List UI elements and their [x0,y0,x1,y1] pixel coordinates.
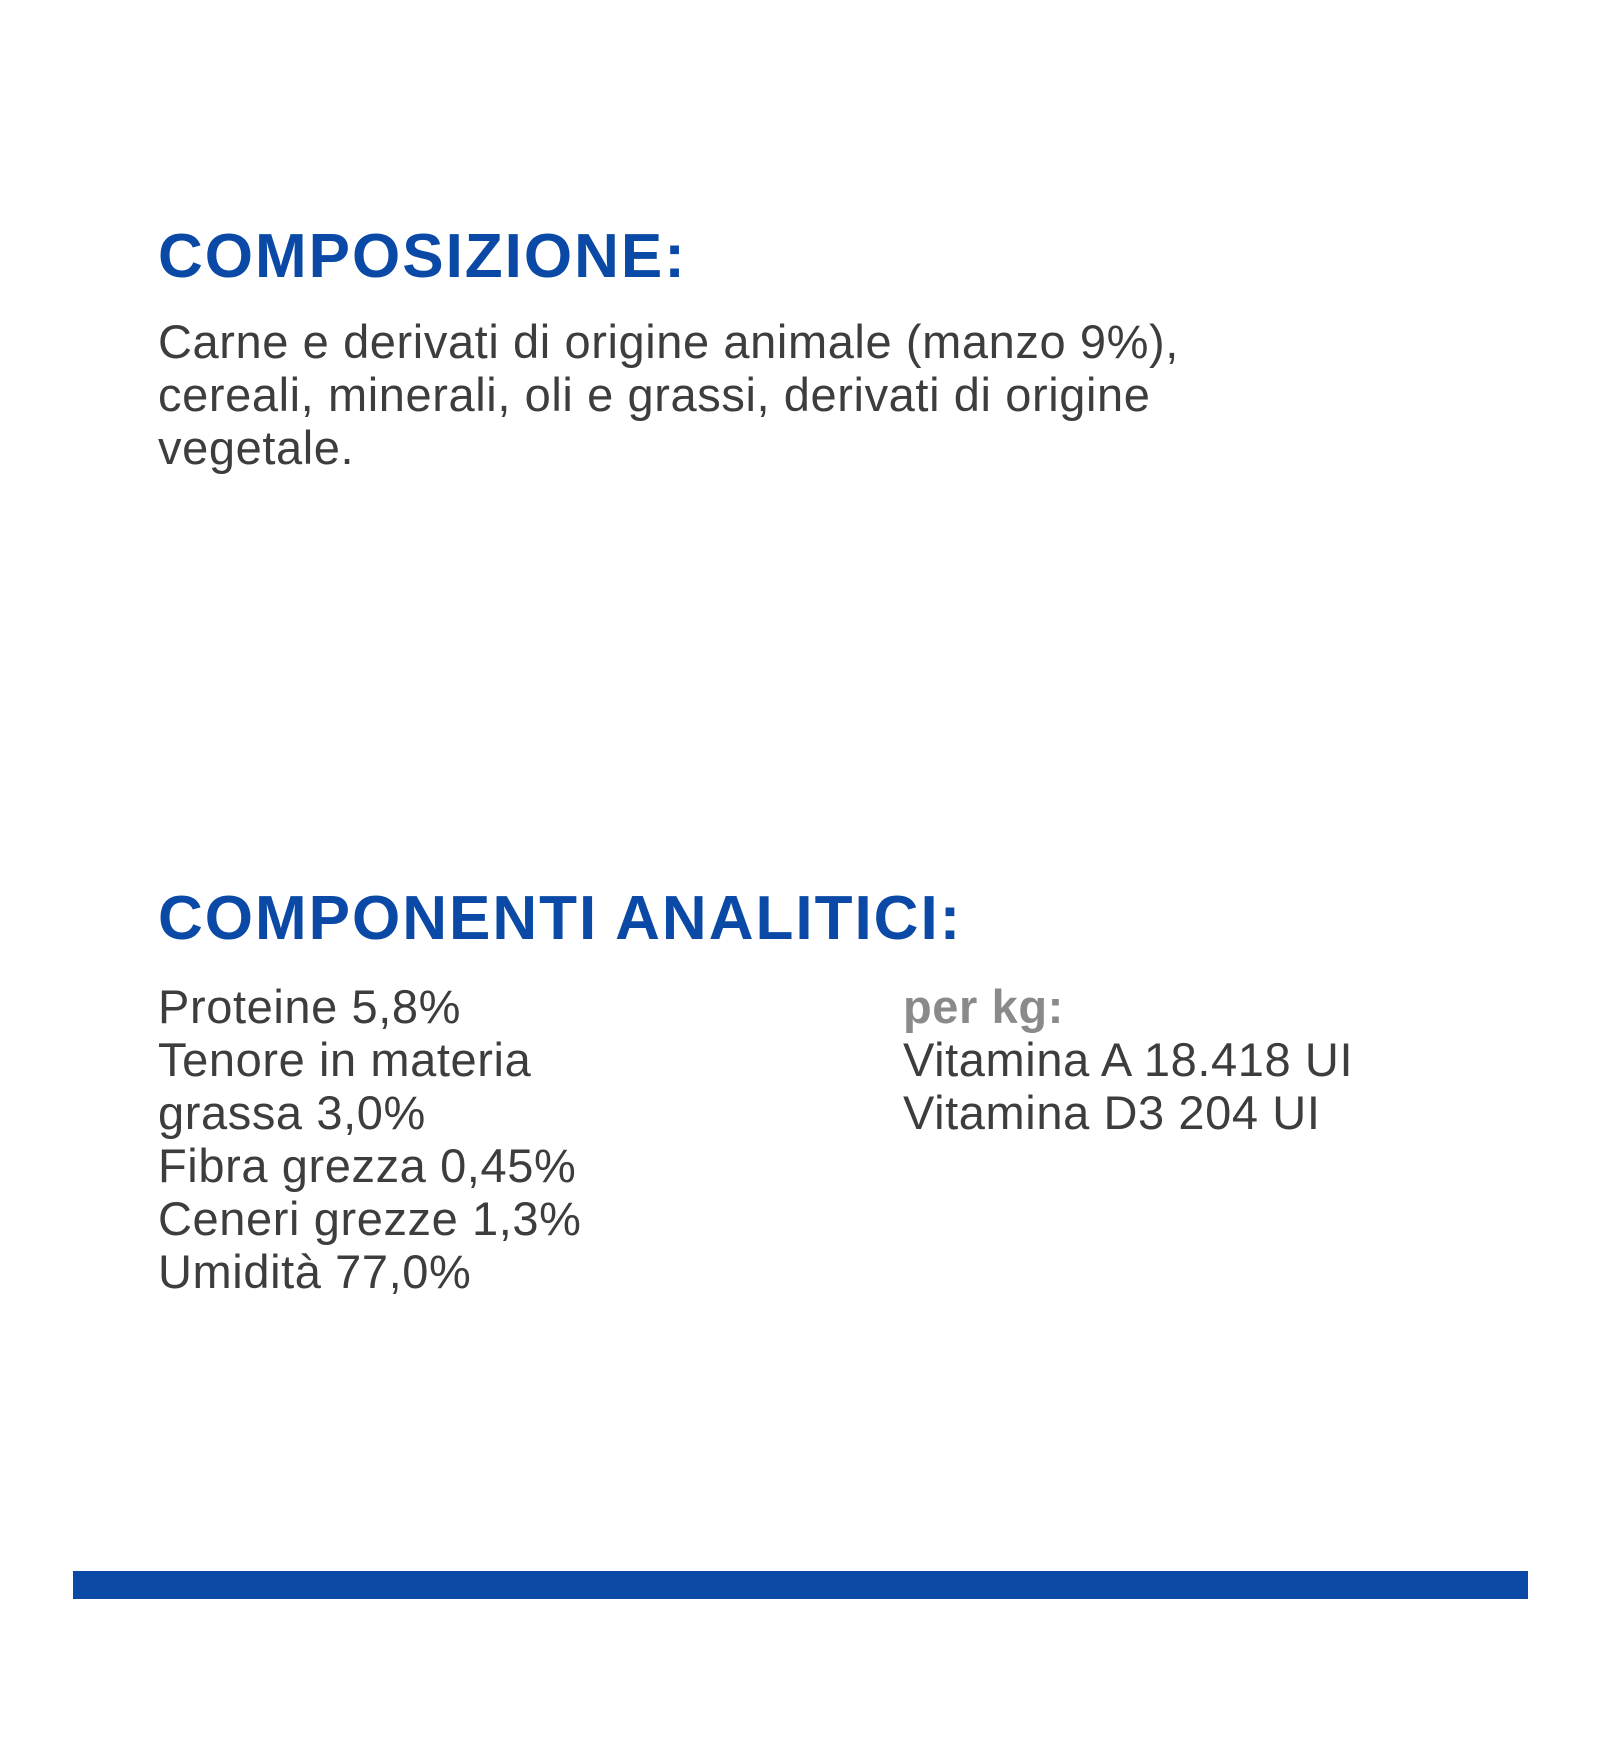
analytics-line: Ceneri grezze 1,3% [158,1192,582,1245]
analytics-heading: COMPONENTI ANALITICI: [158,884,963,953]
analytics-line: Fibra grezza 0,45% [158,1139,577,1192]
analytics-line: grassa 3,0% [158,1086,426,1139]
composition-text [158,315,1458,474]
composition-line: vegetale. [158,421,355,474]
analytics-right-column [903,980,1523,1139]
analytics-left-column [158,980,858,1298]
composition-heading: COMPOSIZIONE: [158,222,687,291]
vitamin-line: Vitamina A 18.418 UI [903,1033,1354,1086]
analytics-line: Umidità 77,0% [158,1245,472,1298]
composition-line: cereali, minerali, oli e grassi, derivati di origine [158,368,1151,421]
vitamin-line: Vitamina D3 204 UI [903,1086,1321,1139]
footer-bar [73,1571,1528,1599]
per-kg-label: per kg: [903,980,1064,1033]
analytics-line: Tenore in materia [158,1033,532,1086]
composition-line: Carne e derivati di origine animale (manzo 9%), [158,315,1179,368]
analytics-line: Proteine 5,8% [158,980,462,1033]
